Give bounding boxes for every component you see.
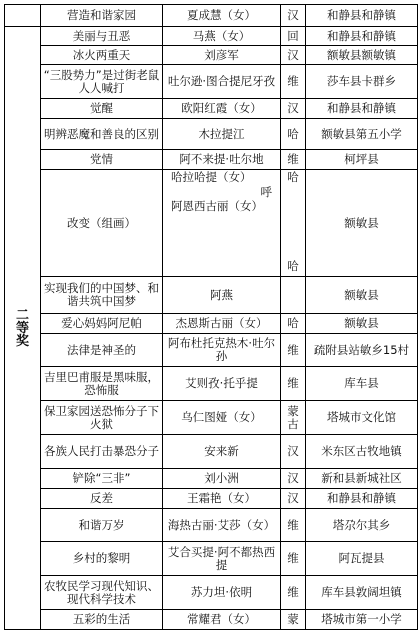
unit-cell: 塔城市文化馆 (306, 401, 418, 435)
table-row (5, 27, 418, 46)
unit-cell: 额敏县额敏镇 (306, 46, 418, 65)
unit-cell: 塔尕尔其乡 (306, 509, 418, 542)
unit-cell: 库车县 (306, 367, 418, 401)
title-cell: 党情 (41, 150, 163, 170)
title-cell: 反差 (41, 489, 163, 509)
unit-cell: 莎车县卡群乡 (306, 65, 418, 99)
title-cell: 乡村的黎明 (41, 542, 163, 576)
author-cell: 木拉提江 (163, 119, 281, 150)
unit-cell: 额敏县 (306, 314, 418, 334)
title-cell: 冰火两重天 (41, 46, 163, 65)
ethnicity-cell: 维 (281, 334, 306, 367)
title-cell: 觉醒 (41, 99, 163, 119)
title-cell: 美丽与丑恶 (41, 27, 163, 46)
ethnicity-cell: 维 (281, 367, 306, 401)
table-row (5, 5, 418, 27)
ethnicity-cell: 回 (281, 27, 306, 46)
author-line-mid: 呼 (260, 185, 272, 199)
unit-cell: 额敏县 (306, 170, 418, 277)
title-cell: 农牧民学习现代知识、现代科学技术 (41, 576, 163, 610)
author-cell: 吐尔逊·图合提尼牙孜 (163, 65, 281, 99)
table-row (5, 277, 418, 314)
author-cell: 刘小洲 (163, 469, 281, 489)
unit-cell: 库车县敦阔坦镇 (306, 576, 418, 610)
author-cell (163, 170, 281, 277)
unit-cell: 阿瓦提县 (306, 542, 418, 576)
table-row (5, 46, 418, 65)
author-cell: 刘彦军 (163, 46, 281, 65)
table-row (5, 469, 418, 489)
author-cell: 苏力坦·依明 (163, 576, 281, 610)
ethnicity-cell: 哈 (281, 119, 306, 150)
author-cell: 阿燕 (163, 277, 281, 314)
title-cell: 爱心妈妈阿尼帕 (41, 314, 163, 334)
ethnicity-cell: 维 (281, 65, 306, 99)
ethnicity-cell: 哈 (281, 314, 306, 334)
unit-cell: 和静县和静镇 (306, 5, 418, 27)
unit-cell: 疏附县站敏乡15村 (306, 334, 418, 367)
unit-cell: 米东区古牧地镇 (306, 435, 418, 469)
unit-cell: 新和县新城社区 (306, 469, 418, 489)
unit-cell: 柯坪县 (306, 150, 418, 170)
table-row (5, 150, 418, 170)
ethnicity-cell (281, 170, 306, 277)
ethnicity-cell: 汉 (281, 435, 306, 469)
author-cell: 马燕（女） (163, 27, 281, 46)
ethnicity-line-1: 哈 (287, 170, 299, 184)
author-cell: 阿布杜托克热木·吐尔孙 (163, 334, 281, 367)
table-row (5, 170, 418, 277)
table-row (5, 65, 418, 99)
awards-table (4, 4, 418, 630)
title-cell: 法律是神圣的 (41, 334, 163, 367)
author-cell: 乌仁图娅（女） (163, 401, 281, 435)
table-row (5, 610, 418, 630)
unit-cell: 额敏县第五小学 (306, 119, 418, 150)
ethnicity-cell: 维 (281, 542, 306, 576)
title-cell: 和谐万岁 (41, 509, 163, 542)
unit-cell: 和静县和静镇 (306, 489, 418, 509)
title-cell: “三股势力”是过街老鼠人人喊打 (41, 65, 163, 99)
title-cell: 铲除“三非” (41, 469, 163, 489)
table-row (5, 435, 418, 469)
ethnicity-cell: 汉 (281, 99, 306, 119)
title-cell: 明辨恶魔和善良的区别 (41, 119, 163, 150)
author-line-1: 哈拉哈提（女） (171, 170, 252, 184)
ethnicity-cell: 维 (281, 150, 306, 170)
ethnicity-cell: 汉 (281, 5, 306, 27)
table-row (5, 509, 418, 542)
table-row (5, 99, 418, 119)
author-line-2: 阿恩西古丽（女） (171, 199, 263, 213)
grade-label: 二 等 奖 (5, 27, 41, 630)
title-cell: 实现我们的中国梦、和谐共筑中国梦 (41, 277, 163, 314)
author-cell: 欧阳红霞（女） (163, 99, 281, 119)
ethnicity-cell (281, 277, 306, 314)
author-cell: 王霜艳（女） (163, 489, 281, 509)
title-cell: 营造和谐家园 (41, 5, 163, 27)
ethnicity-cell: 蒙古 (281, 401, 306, 435)
unit-cell: 额敏县 (306, 277, 418, 314)
table-row (5, 576, 418, 610)
author-cell: 海热古丽·艾莎（女） (163, 509, 281, 542)
table-row (5, 334, 418, 367)
ethnicity-cell: 维 (281, 576, 306, 610)
table-row (5, 367, 418, 401)
table-row (5, 314, 418, 334)
ethnicity-cell: 汉 (281, 469, 306, 489)
table-row (5, 401, 418, 435)
grade-cell-top (5, 5, 41, 27)
author-cell: 安来新 (163, 435, 281, 469)
table-row (5, 489, 418, 509)
author-cell: 艾合买提·阿不都热西提 (163, 542, 281, 576)
unit-cell: 和静县和静镇 (306, 27, 418, 46)
ethnicity-cell: 蒙 (281, 610, 306, 630)
author-cell: 艾则孜·托乎提 (163, 367, 281, 401)
unit-cell: 和静县和静镇 (306, 99, 418, 119)
author-cell: 杰恩斯古丽（女） (163, 314, 281, 334)
title-cell: 各族人民打击暴恐分子 (41, 435, 163, 469)
table-row (5, 542, 418, 576)
author-cell: 阿不来提·吐尔地 (163, 150, 281, 170)
title-cell: 保卫家园送恐怖分子下火狱 (41, 401, 163, 435)
ethnicity-cell: 汉 (281, 46, 306, 65)
title-cell: 吉里巴甫服是黑味服，恐怖服 (41, 367, 163, 401)
ethnicity-cell: 维 (281, 509, 306, 542)
title-cell: 五彩的生活 (41, 610, 163, 630)
title-cell: 改变（组画） (41, 170, 163, 277)
author-cell: 夏成慧（女） (163, 5, 281, 27)
ethnicity-line-2: 哈 (287, 259, 299, 273)
ethnicity-cell: 汉 (281, 489, 306, 509)
table-row (5, 119, 418, 150)
unit-cell: 塔城市第一小学 (306, 610, 418, 630)
author-cell: 常耀君（女） (163, 610, 281, 630)
